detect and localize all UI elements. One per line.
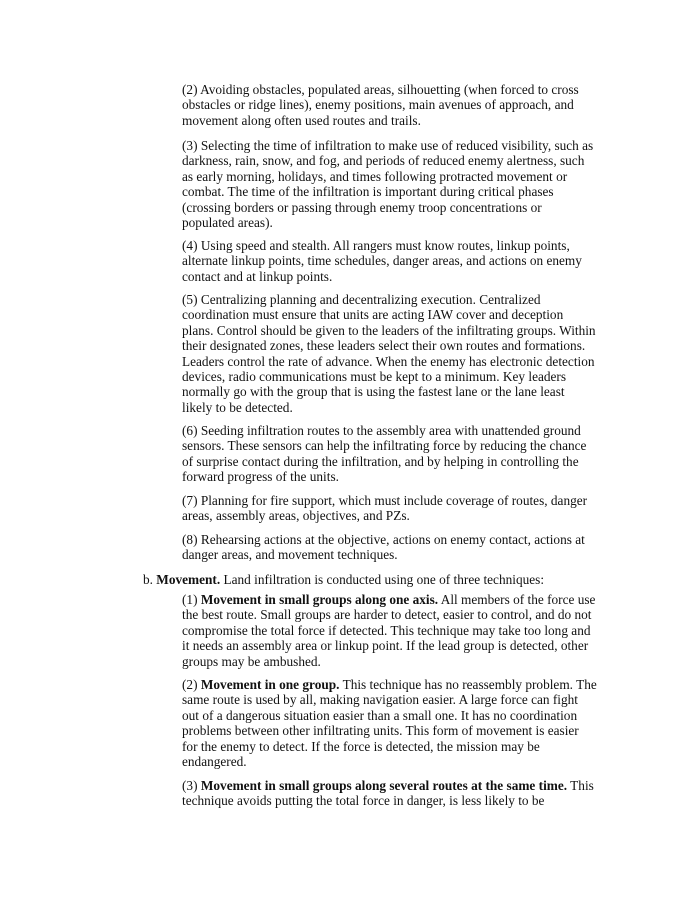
section-b-prefix: b. [143,572,157,587]
paragraph-7-fire-support: (7) Planning for fire support, which must include coverage of routes, danger areas, assembly areas, objectives, and PZs. [182,493,588,524]
movement-1-text: All members of the force use the best route. Small groups are harder to detect, easier to control, and do not compromise the total force if detected. This technique may take too long and it needs an assembly area or linkup point. If the lead group is detected, other groups may be ambushed. [182,592,596,669]
movement-3-several-routes [182,778,597,809]
movement-2-number: (2) [182,677,201,692]
movement-3-heading: Movement in small groups along several routes at the same time. [200,778,568,793]
paragraph-8-rehearsing: (8) Rehearsing actions at the objective, actions on enemy contact, actions at danger areas, and movement techniques. [182,532,585,563]
paragraph-3-selecting-time: (3) Selecting the time of infiltration to make use of reduced visibility, such as darkness, rain, snow, and fog, and periods of reduced enemy alertness, such as early morning, holidays, and times following protracted movement or combat. The time of the infiltration is important during critical phases (crossing borders or passing through enemy troop concentrations or populated areas). [182,138,594,231]
paragraph-5-centralizing-planning: (5) Centralizing planning and decentralizing execution. Centralized coordination must ensure that units are acting IAW cover and deception plans. Control should be given to the leaders of the infiltrating groups. Within their designated zones, these leaders select their own routes and formations. Leaders control the rate of advance. When the enemy has electronic detection devices, radio communications must be kept to a minimum. Key leaders normally go with the group that is using the fastest lane or the lane least likely to be detected. [182,292,596,415]
movement-1-heading: Movement in small groups along one axis. [200,592,439,607]
paragraph-4-speed-stealth: (4) Using speed and stealth. All rangers must know routes, linkup points, alternate linkup points, time schedules, danger areas, and actions on enemy contact and at linkup points. [182,238,582,284]
movement-3-text: This technique avoids putting the total force in danger, is less likely to be [182,778,594,809]
movement-2-one-group [182,677,597,769]
paragraph-6-seeding-routes: (6) Seeding infiltration routes to the assembly area with unattended ground sensors. These sensors can help the infiltrating force by reducing the chance of surprise contact during the infiltration, and by helping in controlling the forward progress of the units. [182,423,587,485]
movement-2-heading: Movement in one group. [200,677,340,692]
movement-1-number: (1) [182,592,201,607]
movement-1-small-groups-one-axis [182,592,597,669]
section-b-heading: Movement. [156,572,221,587]
section-b-text: Land infiltration is conducted using one of three techniques: [220,572,545,587]
paragraph-2-avoiding-obstacles: (2) Avoiding obstacles, populated areas, silhouetting (when forced to cross obstacles or ridge lines), enemy positions, main avenues of approach, and movement along often used routes and trails. [182,82,579,128]
section-b-movement [143,572,603,587]
movement-2-text: This technique has no reassembly problem. The same route is used by all, making navigation easier. A large force can fight out of a dangerous situation easier than a small one. It has no coordination problems between other infiltrating units. This form of movement is easier for the enemy to detect. If the force is detected, the mission may be endangered. [182,677,597,770]
movement-3-number: (3) [182,778,201,793]
